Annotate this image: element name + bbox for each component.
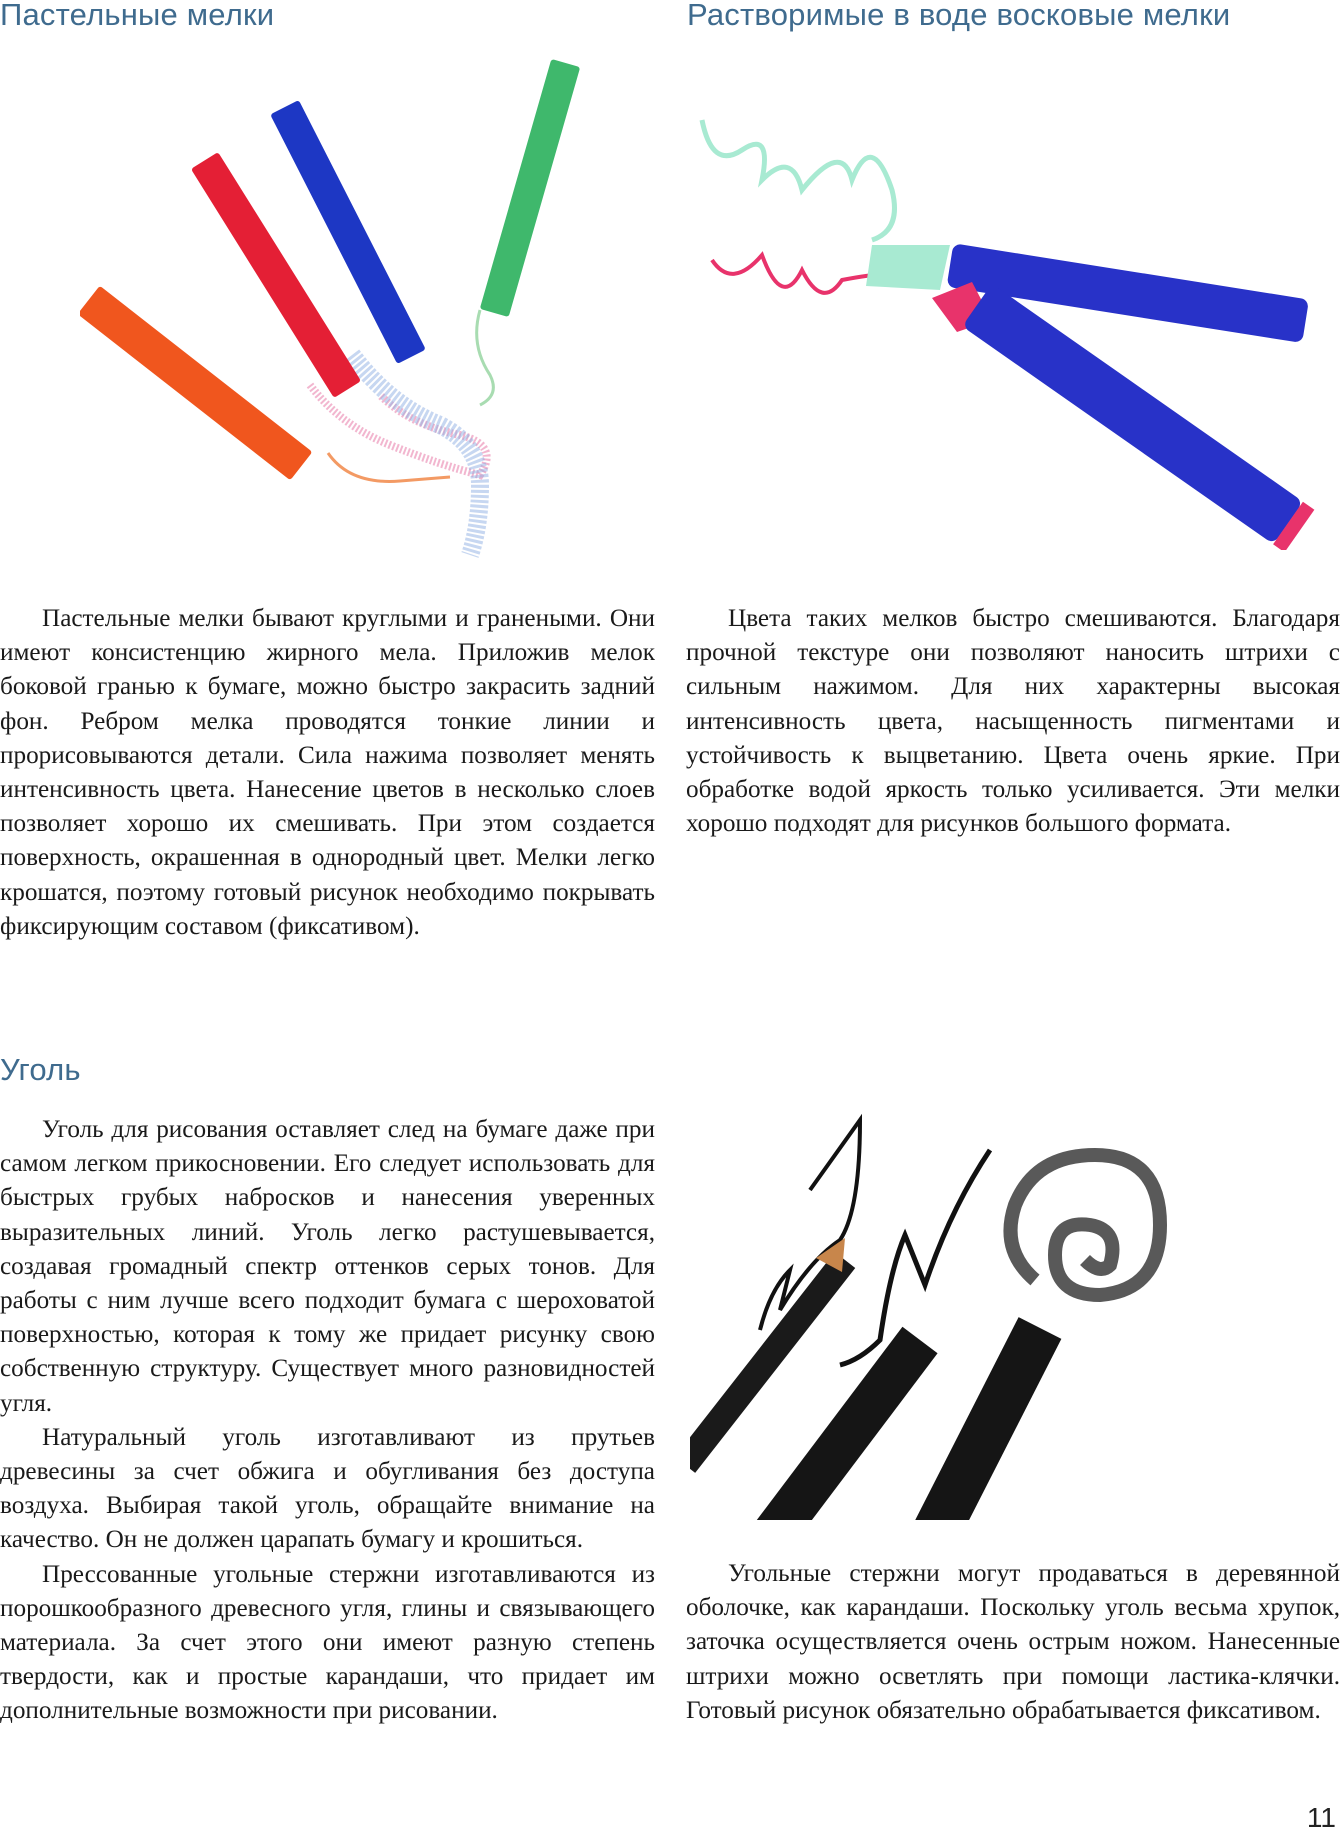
charcoal-paragraph-2: Натуральный уголь изготавливают из прутьев древесины за счет обжига и обугливания без доступа воздуха. Выбирая такой уголь, обращайте внимание на качество. Он не должен царапать бумагу и крошиться. [0,1423,655,1554]
wax-heading: Растворимые в воде восковые мелки [687,0,1231,32]
pastel-heading: Пастельные мелки [0,0,275,32]
charcoal-caption [686,1557,1340,1728]
green-crayon [480,59,581,317]
page-number: 11 [1306,1802,1336,1833]
pastel-crayons-image [80,45,600,565]
pastel-paragraph: Пастельные мелки бывают круглыми и гранеными. Они имеют консистенцию жирного мела. Приложив мелок боковой гранью к бумаге, можно быстро закрасить задний фон. Ребром мелка проводятся тонкие линии и прорисовываются детали. Сила нажима позволяет менять интенсивность цвета. Нанесение цветов в несколько слоев позволяет хорошо их смешивать. При этом создается поверхность, окрашенная в однородный цвет. Мелки легко крошатся, поэтому готовый рисунок необходимо покрывать фиксирующим составом (фиксативом). [0,605,655,940]
wax-crayons-image [692,110,1337,550]
wax-paragraph: Цвета таких мелков быстро смешиваются. Благодаря прочной текстуре они позволяют наносить штрихи с сильным нажимом. Для них характерны высокая интенсивность цвета, насыщенность пигментами и устойчивость к выцветанию. Цвета очень яркие. При обработке водой яркость только усиливается. Эти мелки хорошо подходят для рисунков большого формата. [686,605,1340,838]
charcoal-text [0,1113,655,1729]
charcoal-sticks-image [690,1110,1340,1520]
charcoal-heading: Уголь [0,1052,81,1087]
orange-crayon [80,286,312,481]
charcoal-paragraph-3: Прессованные угольные стержни изготавливаются из порошкообразного древесного угля, глины и связывающего материала. За счет этого они имеют разную степень твердости, как и простые карандаши, что придает им дополнительные возможности при рисовании. [0,1560,655,1725]
charcoal-paragraph-1: Уголь для рисования оставляет след на бумаге даже при самом легком прикосновении. Его следует использовать для быстрых грубых набросков и нанесения уверенных выразительных линий. Уголь легко растушевывается, создавая громадный спектр оттенков серых тонов. Для работы с ним лучше всего подходит бумага с шероховатой поверхностью, которая к тому же придает рисунку свою собственную структуру. Существует много разновидностей угля. [0,1116,655,1417]
pastel-text [0,602,655,944]
blue-wax-crayon-top [866,243,1309,343]
wax-text [686,602,1340,841]
charcoal-caption-text: Угольные стержни могут продаваться в деревянной оболочке, как карандаши. Поскольку уголь весьма хрупок, заточка осуществляется очень острым ножом. Нанесенные штрихи можно осветлять при помощи ластика-клячки. Готовый рисунок обязательно обрабатывается фиксативом. [686,1560,1340,1724]
